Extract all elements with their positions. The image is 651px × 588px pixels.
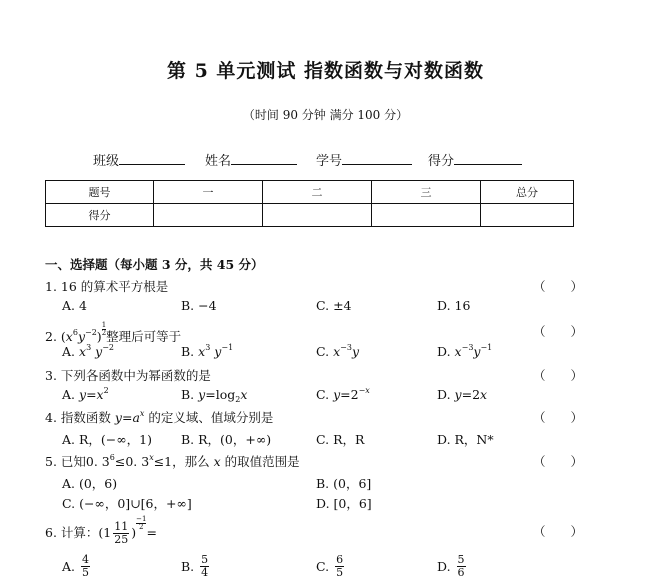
question-2-stem: 2. $(x^6y^{-2})$ $\frac{1}{2}$ 整理后可等于 (45, 321, 182, 344)
q4-option-c: C. R，R (316, 432, 365, 447)
q6-option-c: C. $\frac{6}{5}$ (316, 553, 344, 580)
q1-option-a: A. 4 (62, 298, 87, 313)
score-cell (154, 204, 263, 227)
q4-option-b: B. R，(0，+∞) (181, 432, 272, 447)
q1-option-b: B. −4 (181, 298, 217, 313)
q6-option-b: B. $\frac{5}{4}$ (181, 553, 209, 580)
score-cell (481, 204, 574, 227)
table-header-cell: 总分 (481, 181, 574, 204)
id-blank (342, 152, 412, 165)
table-header-cell: 题号 (46, 181, 154, 204)
q6-option-d: D. $\frac{5}{6}$ (437, 553, 465, 580)
answer-paren: （ ） (533, 279, 584, 294)
question-1-stem: 1. 16 的算术平方根是 (45, 279, 169, 294)
page-title: 第 5 单元测试 指数函数与对数函数 (166, 60, 485, 82)
section-heading: 一、选择题（每小题 3 分，共 45 分） (45, 257, 264, 272)
q4-option-a: A. R，(−∞，1) (62, 432, 152, 447)
q6-option-a: A. $\frac{4}{5}$ (62, 553, 89, 580)
q2-option-b: B. $x^3$ $y^{-1}$ (181, 343, 234, 359)
q1-option-d: D. 16 (437, 298, 471, 313)
q4-option-d: D. R，N* (437, 432, 494, 447)
q3-option-c: C. $y=2^{-x}$ (316, 386, 370, 402)
score-blank (454, 152, 522, 165)
q3-option-b: B. $y=\log_2x$ (181, 387, 248, 404)
q3-option-d: D. y=2x (437, 387, 488, 402)
q5-option-d: D. [0，6] (316, 496, 372, 511)
score-cell (372, 204, 481, 227)
q2-option-d: D. $x^{-3}y^{-1}$ (437, 343, 493, 359)
question-6-stem: 6. 计算：(1 $\frac{11}{25}$ ) $\frac{-1}{2}$ = (45, 515, 157, 546)
question-4-stem: 4. 指数函数 $y=a^x$ 的定义域、值域分别是 (45, 409, 274, 425)
q2-option-c: C. $x^{-3}y$ (316, 343, 359, 359)
score-table-header-row (46, 181, 574, 204)
answer-paren: （ ） (533, 368, 584, 383)
q3-option-a: A. $y=x^2$ (62, 386, 109, 402)
table-row-label: 得分 (46, 204, 154, 227)
q5-option-b: B. (0，6] (316, 476, 372, 491)
answer-paren: （ ） (533, 524, 584, 539)
info-class: 班级 (93, 150, 185, 169)
info-name: 姓名 (205, 150, 297, 169)
score-table (45, 180, 574, 227)
answer-paren: （ ） (533, 410, 584, 425)
table-header-cell: 二 (263, 181, 372, 204)
info-score: 得分 (428, 150, 522, 169)
answer-paren: （ ） (533, 454, 584, 469)
answer-paren: （ ） (533, 324, 584, 339)
page-subtitle: （时间 90 分钟 满分 100 分） (242, 108, 409, 122)
question-3-stem: 3. 下列各函数中为幂函数的是 (45, 368, 211, 383)
q1-option-c: C. ±4 (316, 298, 352, 313)
score-cell (263, 204, 372, 227)
q5-option-a: A. (0，6) (62, 476, 118, 491)
info-id: 学号 (316, 150, 412, 169)
class-blank (119, 152, 185, 165)
q5-option-c: C. (−∞，0]∪[6，+∞] (62, 496, 192, 511)
score-table-score-row (46, 204, 574, 227)
table-header-cell: 一 (154, 181, 263, 204)
name-blank (231, 152, 297, 165)
table-header-cell: 三 (372, 181, 481, 204)
q2-option-a: A. $x^3$ $y^{-2}$ (62, 343, 114, 359)
question-5-stem: 5. 已知0. $3^6\le 0$. $3^x\le 1$，那么 x 的取值范围是 (45, 453, 300, 469)
